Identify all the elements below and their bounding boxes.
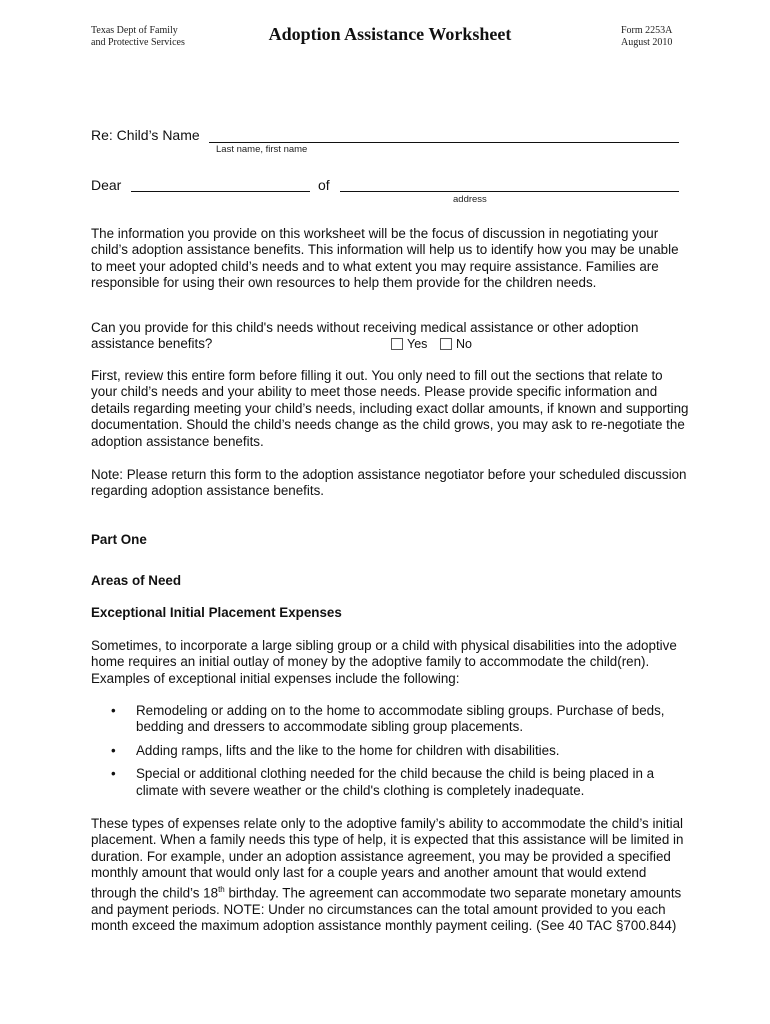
- expenses-text-part2: birthday. The agreement can accommodate two separate monetary amounts and payment periods. NOTE: Under no circumstances can the total amount provided to you each month exceed the maximum adoption assistance monthly payment ceiling. (See 40 TAC §700.844): [91, 885, 682, 933]
- agency-line-1: Texas Dept of Family: [91, 25, 178, 36]
- form-number: Form 2253A: [621, 25, 673, 36]
- expense-examples-list: [91, 703, 683, 806]
- address-field[interactable]: [340, 191, 679, 192]
- intro-paragraph: [91, 226, 691, 292]
- sometimes-text: Sometimes, to incorporate a large sibling group or a child with physical disabilities into the adoptive home requires an initial outlay of money by the adoptive family to accommodate the child(ren). Examples of exceptional initial expenses include the following:: [91, 638, 677, 686]
- note-text: Note: Please return this form to the adoption assistance negotiator before your scheduled discussion regarding adoption assistance benefits.: [91, 467, 687, 499]
- exceptional-expenses-heading: Exceptional Initial Placement Expenses: [91, 605, 342, 620]
- part-one-heading: Part One: [91, 532, 147, 547]
- list-item: [91, 703, 683, 736]
- bullet-icon: •: [111, 766, 116, 782]
- yes-option[interactable]: [391, 337, 427, 351]
- list-item-text: Remodeling or adding on to the home to accommodate sibling groups. Purchase of beds, bedding and dressers to accommodate sibling group placements.: [136, 703, 665, 735]
- question-text: Can you provide for this child's needs without receiving medical assistance or other adoption assistance benefits?: [91, 320, 639, 352]
- recipient-name-field[interactable]: [131, 191, 310, 192]
- note-paragraph: [91, 467, 691, 500]
- expenses-paragraph: [91, 816, 691, 934]
- intro-text: The information you provide on this worksheet will be the focus of discussion in negotiating your child’s adoption assistance benefits. This information will help us to identify how you may be unable to meet your adopted child’s needs and to what extent you may require assistance. Families are responsible for using their own resources to help them provide for the children needs.: [91, 226, 679, 291]
- form-date: August 2010: [621, 37, 673, 48]
- no-label: No: [456, 337, 472, 351]
- address-caption: address: [453, 194, 487, 205]
- form-id: [621, 25, 672, 49]
- review-paragraph: [91, 368, 691, 450]
- no-option[interactable]: [440, 337, 472, 351]
- child-name-caption: Last name, first name: [216, 144, 308, 155]
- child-name-field[interactable]: [209, 142, 679, 143]
- expenses-text-part1: These types of expenses relate only to the adoptive family’s ability to accommodate the child’s initial placement. When a family needs this type of help, it is expected that this assistance will be limited in duration. For example, under an adoption assistance agreement, you may be provided a specified monthly amount that would only last for a couple years and another amount that would extend through the child’s 18: [91, 816, 684, 901]
- list-item: [91, 743, 683, 759]
- list-item-text: Adding ramps, lifts and the like to the home for children with disabilities.: [136, 742, 560, 758]
- child-name-label: Re: Child’s Name: [91, 127, 200, 143]
- areas-of-need-heading: Areas of Need: [91, 573, 182, 588]
- agency-line-2: and Protective Services: [91, 37, 185, 48]
- page-title: Adoption Assistance Worksheet: [268, 24, 512, 44]
- sometimes-paragraph: [91, 638, 691, 687]
- ordinal-suffix: th: [218, 884, 225, 894]
- bullet-icon: •: [111, 742, 116, 758]
- review-text: First, review this entire form before filling it out. You only need to fill out the sections that relate to your child’s needs and your ability to meet those needs. Please provide specific information and details regarding meeting your child’s needs, including exact dollar amounts, if known and supporting documentation. Should the child’s needs change as the child grows, you may ask to re-negotiate the adoption assistance benefits.: [91, 368, 689, 449]
- no-checkbox[interactable]: [440, 338, 452, 350]
- yes-label: Yes: [407, 337, 428, 351]
- dear-label: Dear: [91, 177, 122, 193]
- list-item: [91, 766, 683, 799]
- yes-checkbox[interactable]: [391, 338, 403, 350]
- of-label: of: [318, 177, 330, 193]
- bullet-icon: •: [111, 703, 116, 718]
- list-item-text: Special or additional clothing needed for the child because the child is being placed in a climate with severe weather or the child's clothing is completely inadequate.: [136, 766, 655, 798]
